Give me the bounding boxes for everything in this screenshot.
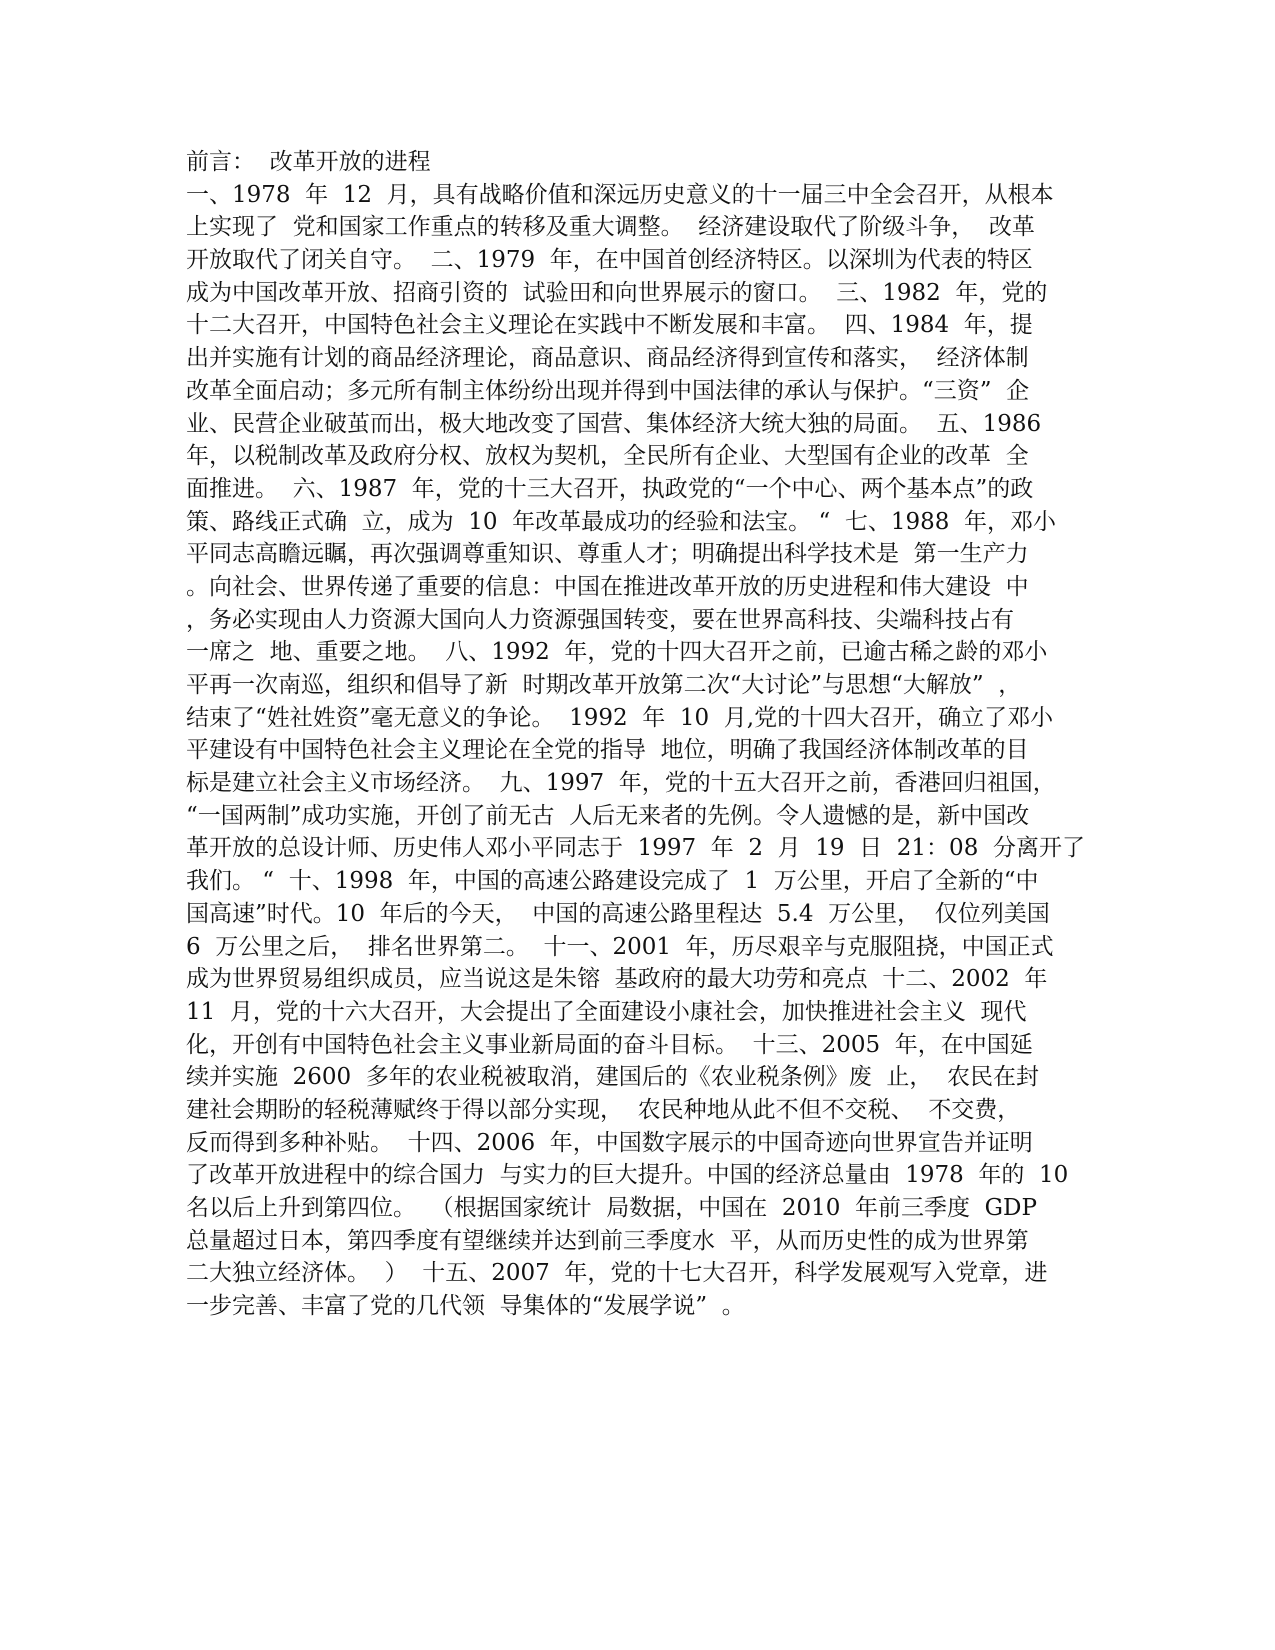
text-line: 。向社会、世界传递了重要的信息：中国在推进改革开放的历史进程和伟大建设 中: [186, 573, 1029, 600]
text-line: 成为世界贸易组织成员，应当说这是朱镕 基政府的最大功劳和亮点 十二、2002 年: [186, 966, 1048, 993]
text-line: 开放取代了闭关自守。 二、1979 年，在中国首创经济特区。以深圳为代表的特区: [186, 247, 1033, 274]
text-line: 十二大召开，中国特色社会主义理论在实践中不断发展和丰富。 四、1984 年，提: [186, 312, 1033, 339]
text-line: 面推进。 六、1987 年，党的十三大召开，执政党的“一个中心、两个基本点”的政: [186, 475, 1034, 502]
text-line: 6 万公里之后， 排名世界第二。 十一、2001 年，历尽艰辛与克服阻挠，中国正式: [186, 933, 1054, 960]
text-line: 建社会期盼的轻税薄赋终于得以部分实现， 农民种地从此不但不交税、 不交费，: [186, 1096, 1021, 1123]
text-line: 业、民营企业破茧而出，极大地改变了国营、集体经济大统大独的局面。 五、1986: [186, 410, 1042, 437]
text-line: 改革全面启动；多元所有制主体纷纷出现并得到中国法律的承认与保护。“三资” 企: [186, 377, 1030, 404]
text-line: 平同志高瞻远瞩，再次强调尊重知识、尊重人才；明确提出科学技术是 第一生产力: [186, 541, 1029, 568]
text-line: 化，开创有中国特色社会主义事业新局面的奋斗目标。 十三、2005 年，在中国延: [186, 1031, 1033, 1058]
text-line: 总量超过日本，第四季度有望继续并达到前三季度水 平，从而历史性的成为世界第: [186, 1227, 1029, 1254]
text-line: 二大独立经济体。 ） 十五、2007 年，党的十七大召开，科学发展观写入党章，进: [186, 1260, 1048, 1287]
text-line: 结束了“姓社姓资”毫无意义的争论。 1992 年 10 月,党的十四大召开，确立了邓小: [186, 704, 1054, 731]
text-line: 一步完善、丰富了党的几代领 导集体的“发展学说” 。: [186, 1293, 745, 1320]
text-line: 革开放的总设计师、历史伟人邓小平同志于 1997 年 2 月 19 日 21：08 分离开了: [186, 835, 1085, 862]
text-line: 标是建立社会主义市场经济。 九、1997 年，党的十五大召开之前，香港回归祖国，: [186, 770, 1056, 797]
text-line: 国高速”时代。10 年后的今天， 中国的高速公路里程达 5.4 万公里， 仅位列美国: [186, 900, 1050, 927]
text-line: “一国两制”成功实施，开创了前无古 人后无来者的先例。令人遗憾的是，新中国改: [186, 802, 1030, 829]
text-line: 续并实施 2600 多年的农业税被取消，建国后的《农业税条例》废 止， 农民在封: [186, 1064, 1040, 1091]
title-line: 前言： 改革开放的进程: [186, 149, 431, 175]
text-line: 平建设有中国特色社会主义理论在全党的指导 地位，明确了我国经济体制改革的目: [186, 737, 1029, 764]
body-text: [186, 146, 1086, 1323]
text-line: 名以后上升到第四位。 （根据国家统计 局数据，中国在 2010 年前三季度 GDP: [186, 1195, 1037, 1221]
text-line: 一席之 地、重要之地。 八、1992 年，党的十四大召开之前，已逾古稀之龄的邓小: [186, 639, 1048, 666]
text-line: 出并实施有计划的商品经济理论，商品意识、商品经济得到宣传和落实， 经济体制: [186, 345, 1029, 372]
text-line: 平再一次南巡，组织和倡导了新 时期改革开放第二次“大讨论”与思想“大解放” ，: [186, 672, 1022, 698]
text-line: 年，以税制改革及政府分权、放权为契机，全民所有企业、大型国有企业的改革 全: [186, 443, 1029, 470]
text-line: ，务必实现由人力资源大国向人力资源强国转变，要在世界高科技、尖端科技占有: [186, 606, 1014, 633]
text-line: 了改革开放进程中的综合国力 与实力的巨大提升。中国的经济总量由 1978 年的 10: [186, 1162, 1069, 1189]
text-line: 我们。 “ 十、1998 年，中国的高速公路建设完成了 1 万公里，开启了全新的“中: [186, 868, 1039, 895]
text-line: 上实现了 党和国家工作重点的转移及重大调整。 经济建设取代了阶级斗争， 改革: [186, 214, 1035, 241]
text-line: 策、路线正式确 立，成为 10 年改革最成功的经验和法宝。 “ 七、1988 年，邓小: [186, 508, 1056, 535]
text-line: 反而得到多种补贴。 十四、2006 年，中国数字展示的中国奇迹向世界宣告并证明: [186, 1129, 1033, 1156]
text-line: 11 月，党的十六大召开，大会提出了全面建设小康社会，加快推进社会主义 现代: [186, 998, 1027, 1025]
text-line: 成为中国改革开放、招商引资的 试验田和向世界展示的窗口。 三、1982 年，党的: [186, 279, 1048, 306]
text-line: 一、1978 年 12 月，具有战略价值和深远历史意义的十一届三中全会召开，从根本: [186, 181, 1054, 208]
